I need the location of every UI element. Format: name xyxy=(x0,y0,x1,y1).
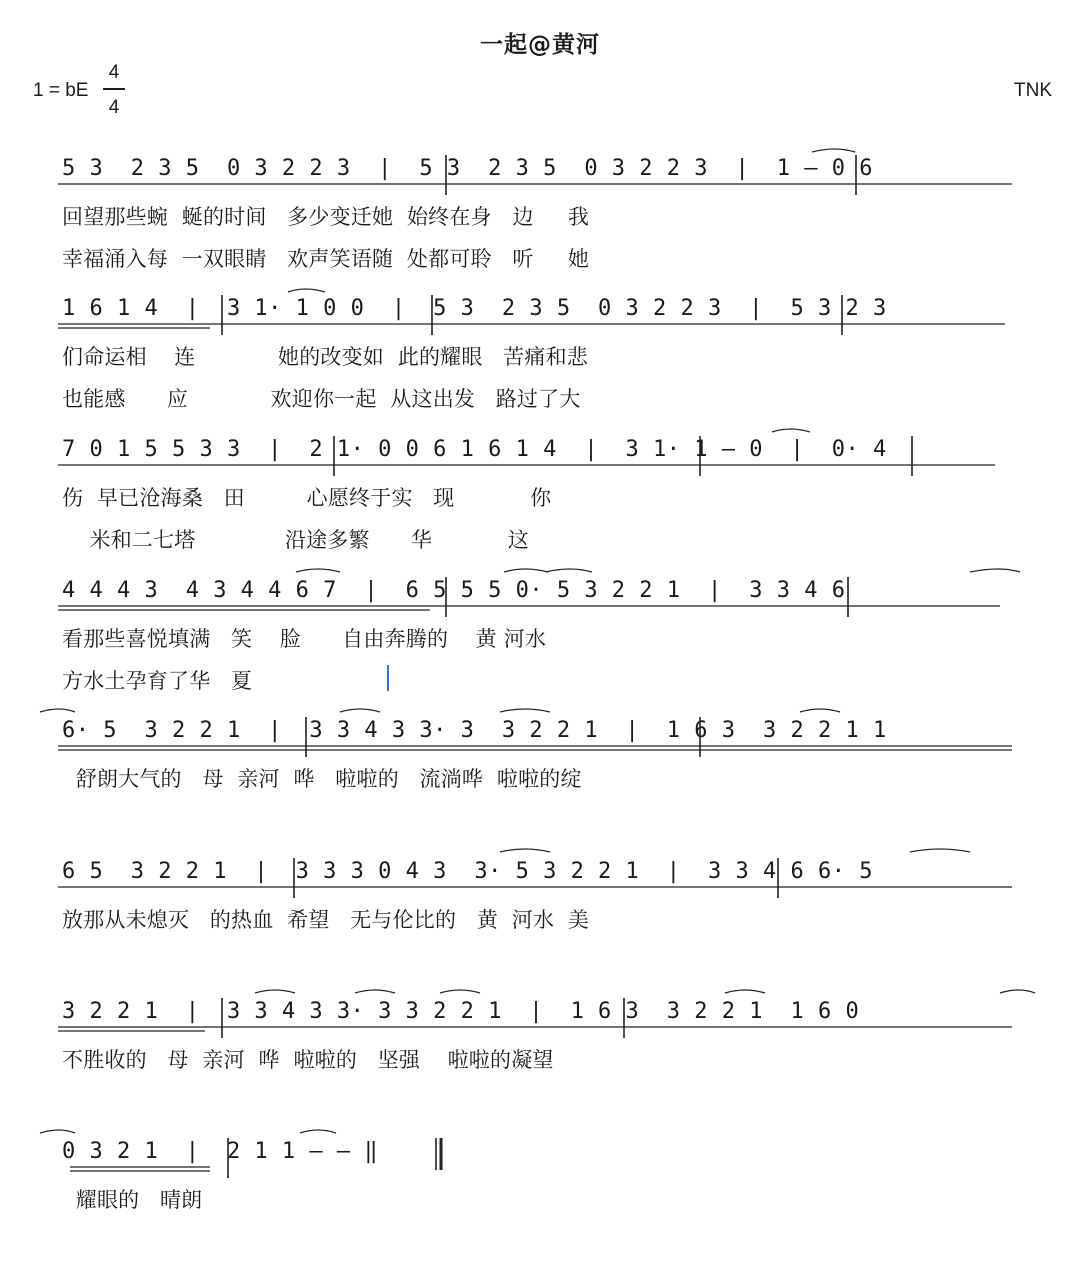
time-signature-bottom: 4 xyxy=(108,97,120,118)
system-6-notes: 6 5 3 2 2 1 | 3 3 3 0 4 3 3· 5 3 2 2 1 | 3 3 4 6 6· 5 xyxy=(62,859,873,884)
system-3-lyrics-verse-1: 伤 早已沧海桑 田 心愿终于实 现 你 xyxy=(62,486,552,510)
time-signature-divider xyxy=(103,88,125,90)
system-2-notes: 1 6 1 4 | 3 1· 1 0 0 | 5 3 2 3 5 0 3 2 2 3 | 5 3 2 3 xyxy=(62,296,887,321)
system-4-notes: 4 4 4 3 4 3 4 4 6 7 | 6 5 5 5 0· 5 3 2 2 1 | 3 3 4 6 xyxy=(62,578,846,603)
system-4-lyrics-verse-1: 看那些喜悦填满 笑 脸 自由奔腾的 黄 河水 xyxy=(62,627,547,651)
system-6-lyrics-verse-1: 放那从未熄灭 的热血 希望 无与伦比的 黄 河水 美 xyxy=(62,908,590,932)
song-title: 一起@黄河 xyxy=(480,32,600,58)
system-4-lyrics-verse-2: 方水土孕育了华 夏 xyxy=(62,669,253,693)
system-2-lyrics-verse-2: 也能感 应 欢迎你一起 从这出发 路过了大 xyxy=(62,387,581,411)
system-1-lyrics-verse-1: 回望那些蜿 蜒的时间 多少变迁她 始终在身 边 我 xyxy=(62,205,590,229)
author: TNK xyxy=(1014,80,1052,101)
text-cursor xyxy=(387,665,389,691)
system-5-notes: 6· 5 3 2 2 1 | 3 3 4 3 3· 3 3 2 2 1 | 1 6 3 3 2 2 1 1 xyxy=(62,718,887,743)
system-2-lyrics-verse-1: 们命运相 连 她的改变如 此的耀眼 苦痛和悲 xyxy=(62,345,588,369)
system-8-lyrics-verse-1: 耀眼的 晴朗 xyxy=(62,1188,203,1212)
time-signature-top: 4 xyxy=(108,62,120,83)
system-1-lyrics-verse-2: 幸福涌入每 一双眼睛 欢声笑语随 处都可聆 听 她 xyxy=(62,247,590,271)
system-1-notes: 5 3 2 3 5 0 3 2 2 3 | 5 3 2 3 5 0 3 2 2 3 | 1 – 0 6 xyxy=(62,156,873,181)
system-7-notes: 3 2 2 1 | 3 3 4 3 3· 3 3 2 2 1 | 1 6 3 3 2 2 1 1 6 0 xyxy=(62,999,860,1024)
system-5-lyrics-verse-1: 舒朗大气的 母 亲河 哗 啦啦的 流淌哗 啦啦的绽 xyxy=(62,767,582,791)
system-3-lyrics-verse-2: 米和二七塔 沿途多繁 华 这 xyxy=(62,528,529,552)
key-signature: 1 = bE xyxy=(33,80,89,101)
system-7-lyrics-verse-1: 不胜收的 母 亲河 哗 啦啦的 坚强 啦啦的凝望 xyxy=(62,1048,554,1072)
system-8-notes: 0 3 2 1 | 2 1 1 – – ‖ xyxy=(62,1139,379,1164)
system-3-notes: 7 0 1 5 5 3 3 | 2 1· 0 0 6 1 6 1 4 | 3 1· 1 – 0 | 0· 4 xyxy=(62,437,887,462)
